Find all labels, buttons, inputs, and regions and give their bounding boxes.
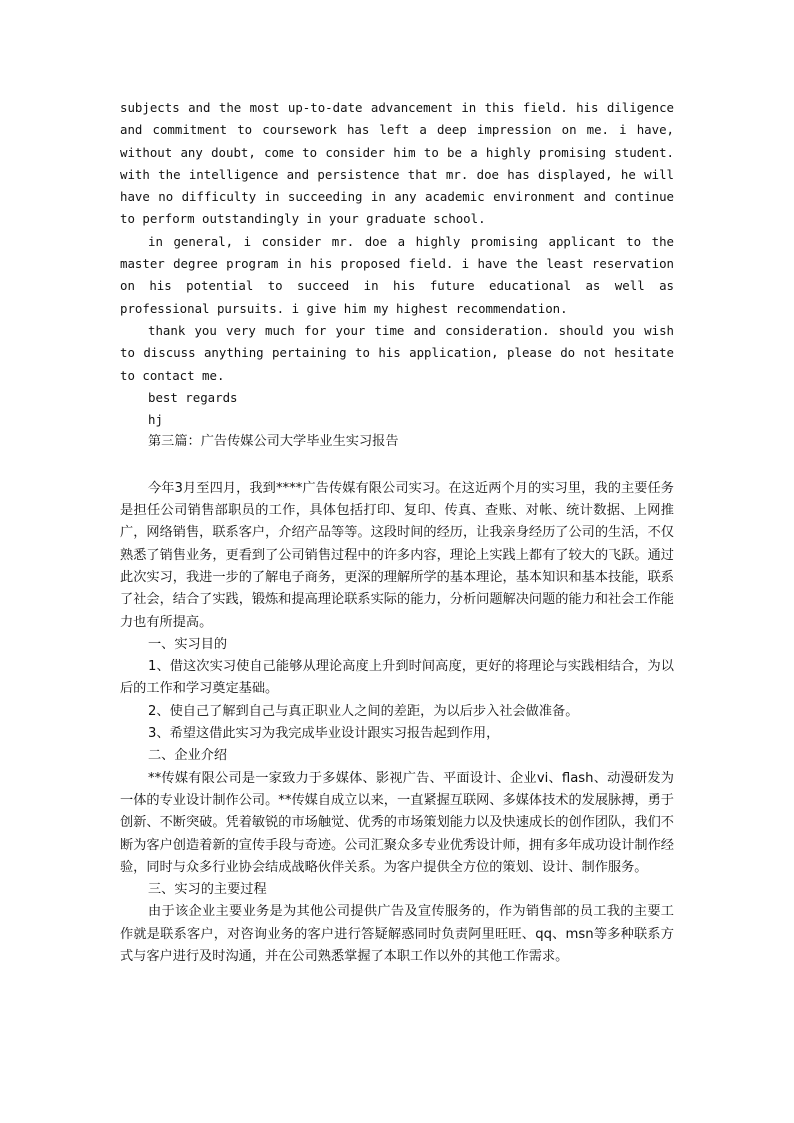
section3-body: 由于该企业主要业务是为其他公司提供广告及宣传服务的，作为销售部的员工我的主要工作就是联系客户，对咨询业务的客户进行答疑解惑同时负责阿里旺旺、qq、msn等多种联系方式与客户进行及时沟通，并在公司熟悉掌握了本职工作以外的其他工作需求。 [120,904,674,964]
closing-line: best regards [148,389,238,405]
signature: hj [148,412,163,428]
section-title: 第三篇：广告传媒公司大学毕业生实习报告 [148,434,399,450]
intro-paragraph: 今年3月至四月，我到****广告传媒有限公司实习。在这近两个月的实习里，我的主要任务是担任公司销售部职员的工作，具体包括打印、复印、传真、查账、对帐、统计数据、上网推广，网络销售，联系客户，介绍产品等等。这段时间的经历，让我亲身经历了公司的生活，不仅熟悉了销售业务，更看到了公司销售过程中的许多内容，理论上实践上都有了较大的飞跃。通过此次实习，我进一步的了解电子商务，更深的理解所学的基本理论，基本知识和基本技能，联系了社会，结合了实践，锻炼和提高理论联系实际的能力，分析问题解决问题的能力和社会工作能力也有所提高。 [120,480,674,630]
section2-body: **传媒有限公司是一家致力于多媒体、影视广告、平面设计、企业vi、flash、动漫研发为一体的专业设计制作公司。**传媒自成立以来，一直紧握互联网、多媒体技术的发展脉搏，勇于创新、不断突破。凭着敏锐的市场触觉、优秀的市场策划能力以及快速成长的创作团队，我们不断为客户创造着新的宣传手段与奇迹。公司汇聚众多专业优秀设计师，拥有多年成功设计制作经验，同时与众多行业协会结成战略伙伴关系。为客户提供全方位的策划、设计、制作服务。 [120,770,674,875]
section1-heading: 一、实习目的 [148,636,228,652]
recommendation-paragraph-3: thank you very much for your time and consideration. should you wish to discuss anything pertaining to his application, please do not hesitate to contact me. [120,322,674,383]
section1-item-1: 1、借这次实习使自己能够从理论高度上升到时间高度，更好的将理论与实践相结合，为以后的工作和学习奠定基础。 [120,659,674,697]
recommendation-paragraph-1: subjects and the most up-to-date advancement in this field. his diligence and commitment to coursework has left a deep impression on me. i have, without any doubt, come to consider him to be a highly promising student. with the intelligence and persistence that mr. doe has displayed, he will have no difficulty in succeeding in any academic environment and continue to perform outstandingly in your graduate school. [120,100,674,227]
section1-item-3: 3、希望这借此实习为我完成毕业设计跟实习报告起到作用， [148,726,500,742]
recommendation-paragraph-2: in general, i consider mr. doe a highly promising applicant to the master degree program in his proposed field. i have the least reservation on his potential to succeed in his future educational as well as professional pursuits. i give him my highest recommendation. [120,233,674,316]
spacer [120,454,674,478]
section3-heading: 三、实习的主要过程 [148,882,267,898]
section1-item-2: 2、使自己了解到自己与真正职业人之间的差距，为以后步入社会做准备。 [148,703,579,719]
section2-heading: 二、企业介绍 [148,748,228,764]
document-page [120,97,674,968]
